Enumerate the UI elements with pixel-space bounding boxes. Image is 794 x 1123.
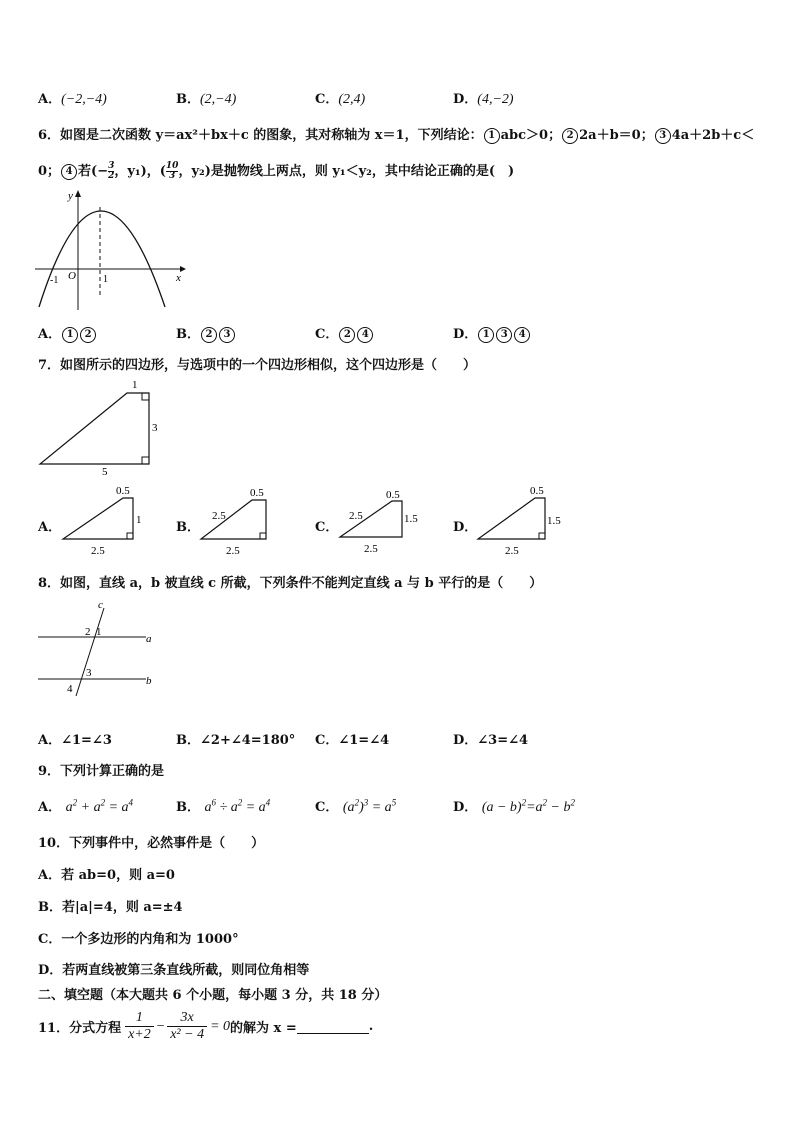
q5-option-d: D．(4,−2) [453, 92, 514, 107]
svg-text:0.5: 0.5 [250, 487, 264, 499]
q7-option-c-letter: C． [315, 520, 339, 535]
q7-option-d-figure [473, 482, 565, 558]
q7-option-c-figure [334, 482, 430, 558]
q9-option-a: A． $a^2 + a^2 = a^4$ [38, 797, 134, 815]
q6-parabola-graph [30, 185, 190, 315]
q7-option-b-figure [196, 482, 288, 558]
q8-option-a: A．∠1=∠3 [38, 733, 112, 748]
svg-text:1: 1 [136, 514, 142, 526]
q7-option-a-figure [58, 482, 150, 558]
q10-stem: 10．下列事件中，必然事件是（ ） [38, 836, 265, 851]
q5-option-a: A．(−2,−4) [38, 92, 107, 107]
q8-stem: 8．如图，直线 a，b 被直线 c 所截，下列条件不能判定直线 a 与 b 平行的是（ ） [38, 576, 543, 591]
q6-neg1-label: -1 [50, 275, 59, 286]
svg-text:3: 3 [152, 422, 158, 434]
svg-text:2.5: 2.5 [226, 545, 240, 557]
q7-stem: 7．如图所示的四边形，与选项中的一个四边形相似，这个四边形是（ ） [38, 358, 477, 373]
q6-option-a: A． 1 2 [38, 323, 97, 343]
q6-x-label: x [176, 272, 181, 284]
svg-text:b: b [146, 675, 152, 687]
q9-option-d: D． $(a - b)^2=a^2 - b^2$ [453, 797, 575, 815]
q11-stem: 11．分式方程 $\frac{1}{x+2}$ − $\frac{3x}{\text{x² − 4}}$ = 0 的解为 x = . [38, 1010, 374, 1042]
q6-option-c: C． 2 4 [315, 323, 374, 343]
section-2-heading: 二、填空题（本大题共 6 个小题，每小题 3 分，共 18 分） [38, 988, 388, 1003]
q7-main-trapezoid [32, 375, 162, 475]
svg-text:0.5: 0.5 [530, 485, 544, 497]
svg-text:2: 2 [85, 626, 91, 638]
q8-option-c: C．∠1=∠4 [315, 733, 390, 748]
svg-text:2.5: 2.5 [212, 510, 226, 522]
svg-text:2.5: 2.5 [364, 543, 378, 555]
svg-text:a: a [146, 633, 152, 645]
svg-text:0.5: 0.5 [386, 489, 400, 501]
q9-stem: 9．下列计算正确的是 [38, 764, 165, 779]
q9-option-b: B． $a^6 \div a^2 = a^4$ [176, 797, 271, 815]
svg-text:1.5: 1.5 [404, 513, 418, 525]
svg-text:3: 3 [86, 667, 92, 679]
svg-text:2.5: 2.5 [505, 545, 519, 557]
q9-option-c: C． $(a^2)^3 = a^5$ [315, 797, 397, 815]
q5-option-b: B．(2,−4) [176, 92, 237, 107]
q6-stem-line2: 0； 4 若(− $\frac{3}{2}$，y₁)，( $\frac{10}{3}$，y₂)是抛物线上两点，则 y₁＜y₂，其中结论正确的是( ) [38, 161, 515, 181]
q7-option-d-letter: D． [453, 520, 478, 535]
q6-option-b: B． 2 3 [176, 323, 236, 343]
q8-option-d: D．∠3=∠4 [453, 733, 529, 748]
q11-answer-blank[interactable] [297, 1019, 369, 1034]
q6-stem-line1: 6．如图是二次函数 y＝ax²＋bx＋c 的图象，其对称轴为 x＝1，下列结论： 1 abc＞0； 2 2a＋b＝0； 3 4a＋2b＋c＜ [38, 128, 755, 143]
q6-option-d: D． 1 3 4 [453, 323, 531, 343]
q10-option-d: D．若两直线被第三条直线所截，则同位角相等 [38, 963, 310, 978]
svg-text:4: 4 [67, 683, 73, 695]
q5-option-c: C．(2,4) [315, 92, 366, 107]
q8-parallel-lines-figure [36, 598, 161, 710]
q6-pos1-label: 1 [103, 274, 108, 285]
q6-origin-label: O [68, 270, 76, 282]
svg-text:5: 5 [102, 466, 108, 475]
svg-text:1.5: 1.5 [547, 515, 561, 527]
q8-option-b: B．∠2+∠4=180° [176, 733, 296, 748]
svg-text:c: c [98, 599, 103, 611]
svg-text:0.5: 0.5 [116, 485, 130, 497]
q10-option-a: A．若 ab=0，则 a=0 [38, 868, 175, 883]
q10-option-c: C．一个多边形的内角和为 1000° [38, 932, 239, 947]
q7-option-b-letter: B． [176, 520, 200, 535]
q7-option-a-letter: A． [38, 520, 62, 535]
svg-text:1: 1 [96, 626, 102, 638]
q10-option-b: B．若|a|=4，则 a=±4 [38, 900, 183, 915]
svg-text:1: 1 [132, 379, 138, 391]
q6-y-label: y [68, 190, 73, 202]
svg-text:2.5: 2.5 [349, 510, 363, 522]
svg-text:2.5: 2.5 [91, 545, 105, 557]
